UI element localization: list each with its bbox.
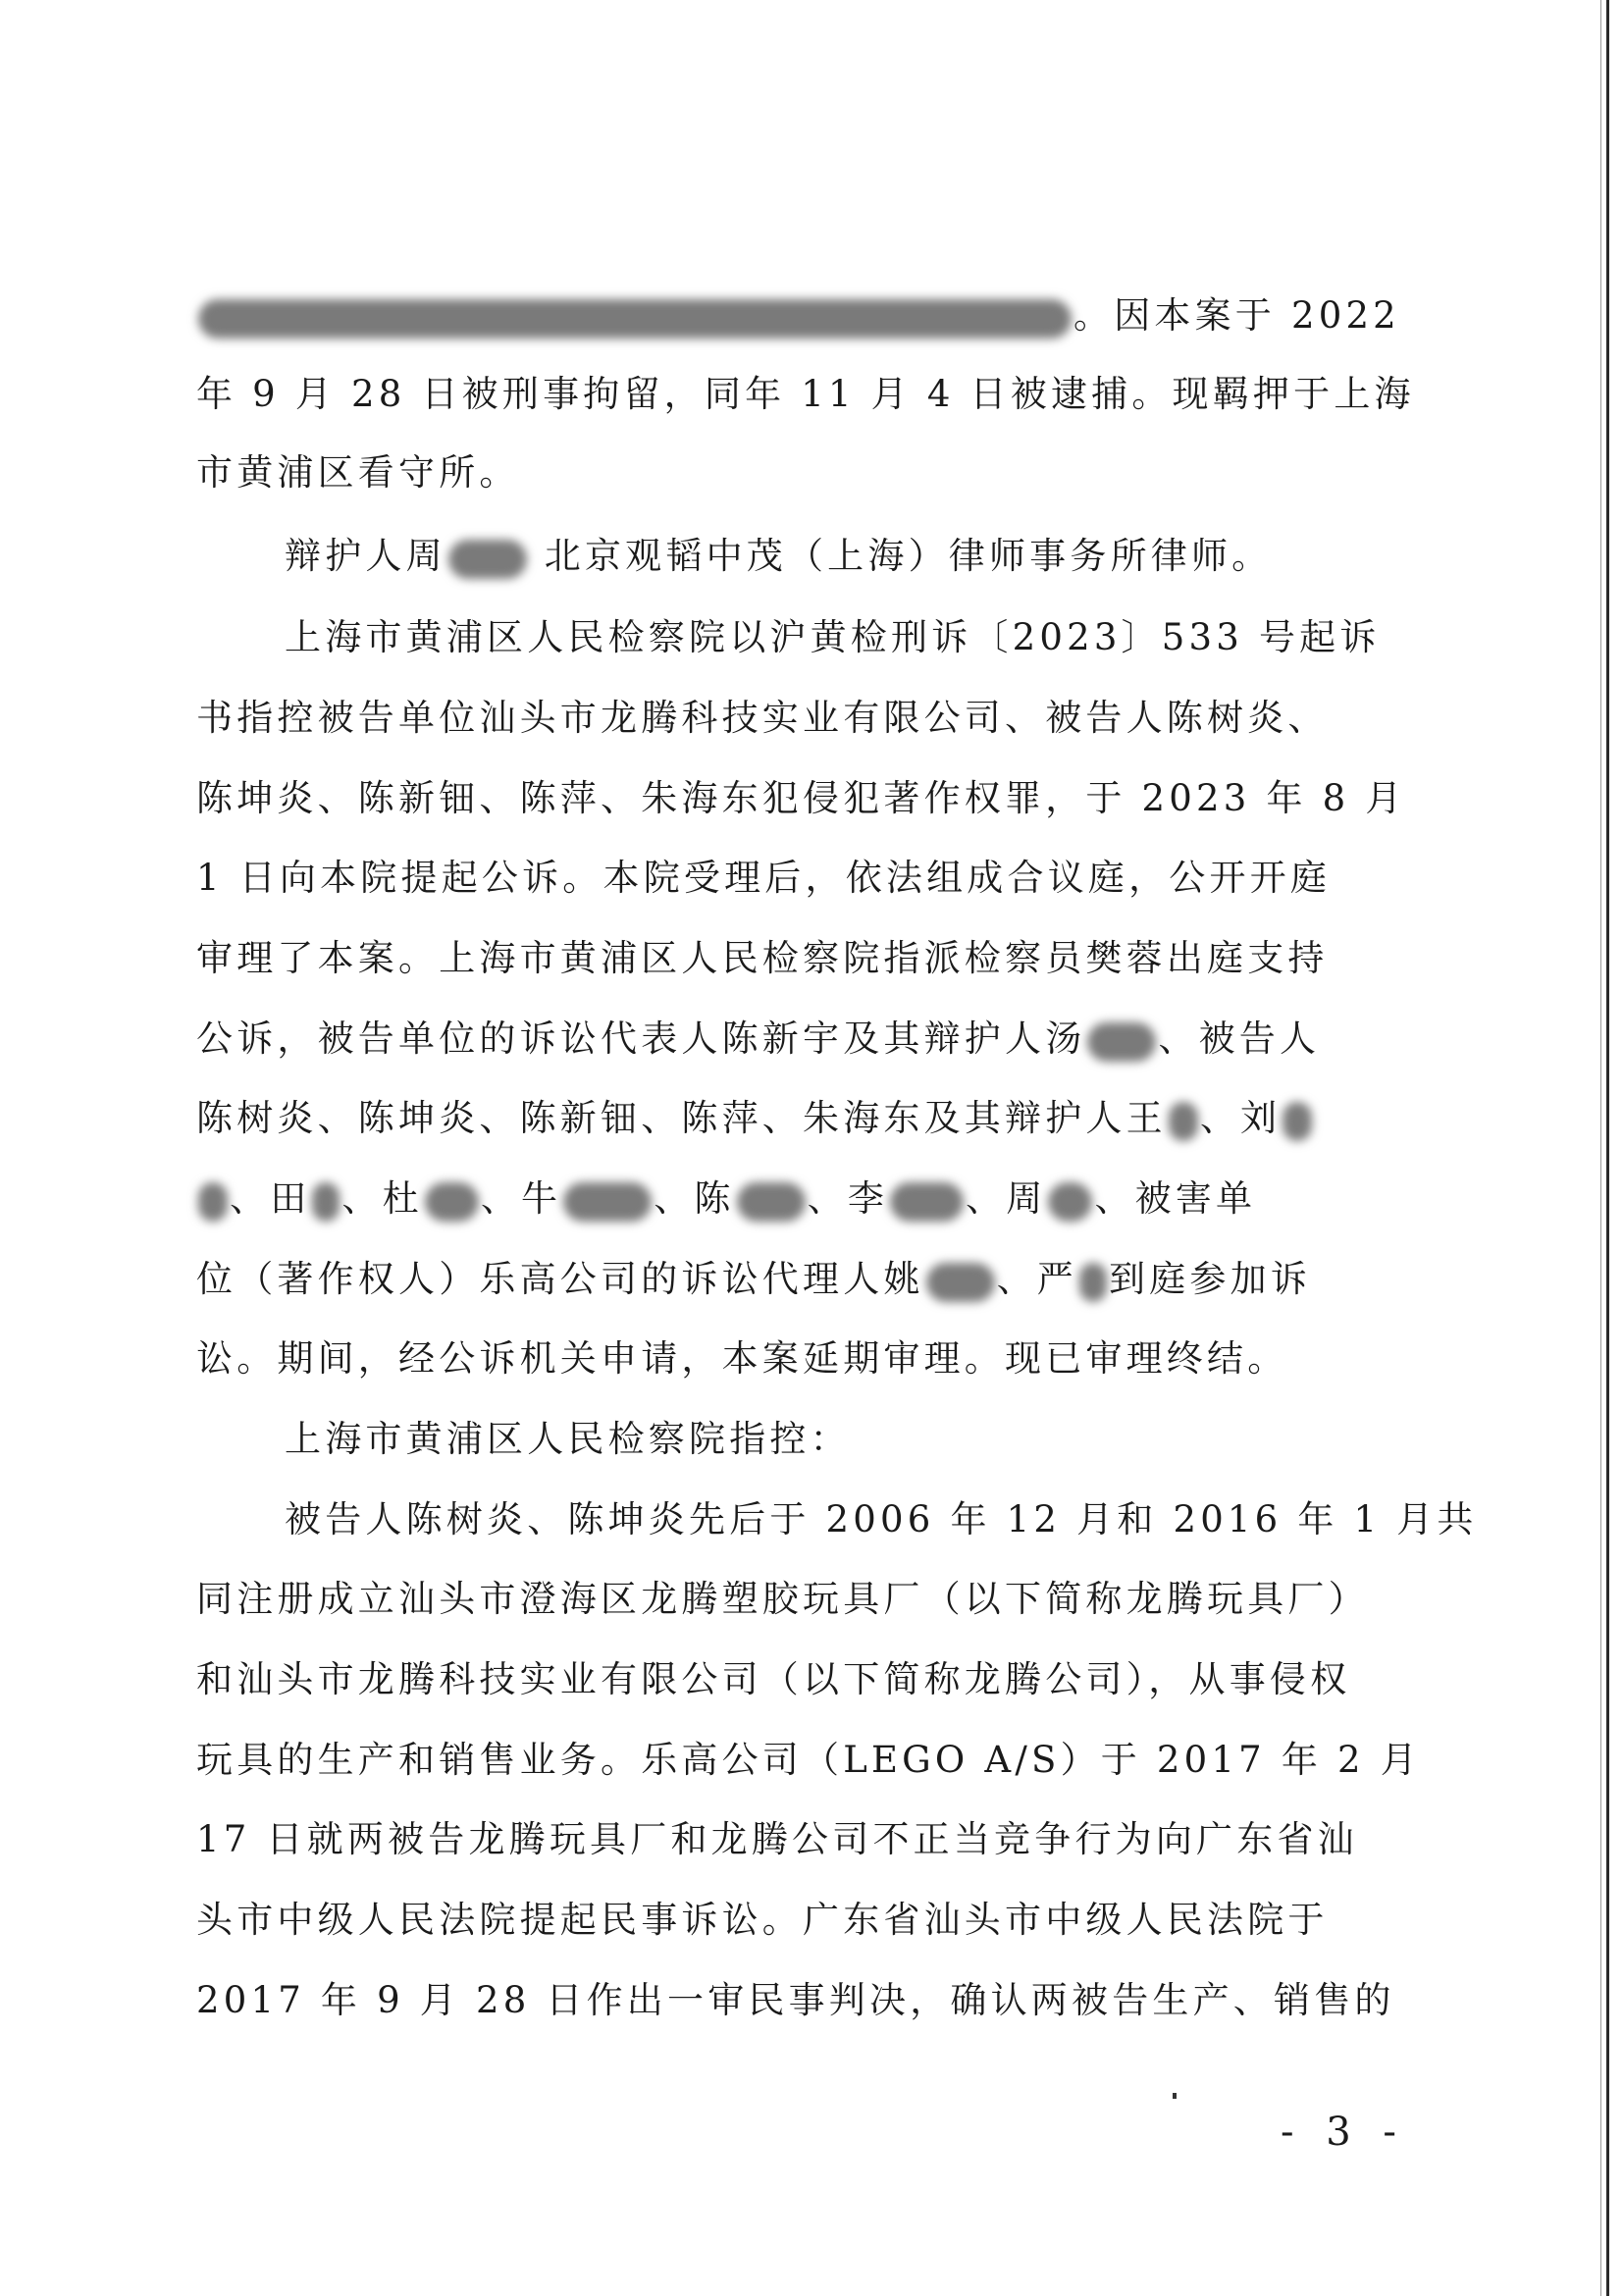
text-line-14: 讼。期间，经公诉机关申请，本案延期审理。现已审理终结。	[196, 1337, 1288, 1380]
redacted-name	[563, 1182, 652, 1222]
text-line-1: 。因本案于 2022	[196, 294, 1393, 339]
text-line-22: 2017 年 9 月 28 日作出一审民事判决，确认两被告生产、销售的	[196, 1979, 1395, 2021]
text-line-13: 位（著作权人）乐高公司的诉讼代理人姚 、严 到庭参加诉	[196, 1258, 1312, 1300]
redacted-name	[448, 540, 527, 579]
redacted-name	[737, 1182, 806, 1222]
scan-speck	[1173, 2093, 1177, 2099]
page-number: - 3 -	[1281, 2110, 1406, 2155]
text-line-11: 陈树炎、陈坤炎、陈新钿、陈萍、朱海东及其辩护人王 、刘	[196, 1097, 1393, 1141]
text-line-21: 头市中级人民法院提起民事诉讼。广东省汕头市中级人民法院于	[196, 1899, 1329, 1941]
text-line-12: 、田 、杜 、牛 、陈 、李 、周 、被害单	[196, 1177, 1393, 1222]
redacted-name	[890, 1182, 964, 1222]
redacted-name	[1079, 1263, 1107, 1302]
text-line-20: 17 日就两被告龙腾玩具厂和龙腾公司不正当竞争行为向广东省汕	[196, 1818, 1358, 1860]
redacted-name	[425, 1182, 479, 1222]
text-line-5: 上海市黄浦区人民检察院以沪黄检刑诉〔2023〕533 号起诉	[285, 616, 1381, 658]
redacted-name	[198, 1182, 228, 1222]
text-line-18: 和汕头市龙腾科技实业有限公司（以下简称龙腾公司），从事侵权	[196, 1658, 1351, 1700]
redacted-name	[312, 1182, 340, 1222]
page-edge	[1606, 0, 1609, 2296]
text-line-15: 上海市黄浦区人民检察院指控：	[285, 1418, 851, 1460]
redacted-name	[1048, 1182, 1092, 1222]
text-line-3: 市黄浦区看守所。	[196, 451, 520, 494]
text-line-7: 陈坤炎、陈新钿、陈萍、朱海东犯侵犯著作权罪，于 2023 年 8 月	[196, 777, 1406, 819]
redacted-text	[198, 299, 1072, 339]
text-line-4: 辩护人周 北京观韬中茂（上海）律师事务所律师。	[285, 535, 1273, 577]
text-line-16: 被告人陈树炎、陈坤炎先后于 2006 年 12 月和 2016 年 1 月共	[285, 1498, 1478, 1540]
text-line-2: 年 9 月 28 日被刑事拘留，同年 11 月 4 日被逮捕。现羁押于上海	[196, 373, 1415, 415]
text-line-9: 审理了本案。上海市黄浦区人民检察院指派检察员樊蓉出庭支持	[196, 937, 1329, 979]
page-edge-shadow	[1600, 0, 1601, 2296]
redacted-name	[926, 1263, 995, 1302]
text-line-19: 玩具的生产和销售业务。乐高公司（LEGO A/S）于 2017 年 2 月	[196, 1739, 1421, 1781]
redacted-name	[1087, 1022, 1156, 1062]
text-line-10: 公诉，被告单位的诉讼代表人陈新宇及其辩护人汤 、被告人	[196, 1018, 1321, 1060]
text-line-17: 同注册成立汕头市澄海区龙腾塑胶玩具厂（以下简称龙腾玩具厂）	[196, 1578, 1369, 1620]
text-line-6: 书指控被告单位汕头市龙腾科技实业有限公司、被告人陈树炎、	[196, 697, 1329, 739]
text-line-8: 1 日向本院提起公诉。本院受理后，依法组成合议庭，公开开庭	[196, 857, 1332, 899]
redacted-name	[1283, 1102, 1312, 1141]
redacted-name	[1169, 1102, 1198, 1141]
